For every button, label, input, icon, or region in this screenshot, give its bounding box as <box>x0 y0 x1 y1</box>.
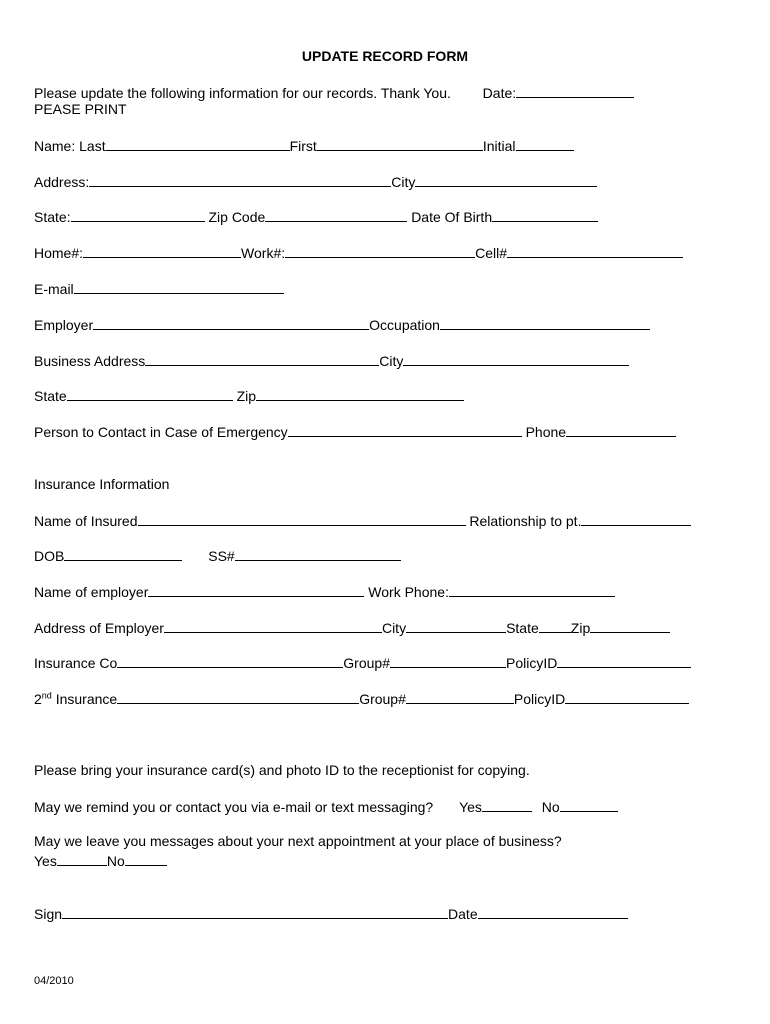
insured-dob-label: DOB <box>34 548 65 564</box>
emergency-phone-field[interactable] <box>566 423 676 437</box>
work-phone-label: Work#: <box>241 245 286 261</box>
address-label: Address: <box>34 174 90 190</box>
business-zip-label: Zip <box>236 388 257 404</box>
business-city-field[interactable] <box>403 352 629 366</box>
second-insurance-label: Insurance <box>55 691 118 707</box>
address-row <box>34 173 597 190</box>
employer-city-field[interactable] <box>406 619 506 633</box>
home-phone-label: Home#: <box>34 245 84 261</box>
first-name-field[interactable] <box>317 137 483 151</box>
second-insurance-field[interactable] <box>117 690 359 704</box>
business-city-label: City <box>379 353 404 369</box>
employer-row <box>34 316 650 333</box>
employer-state-field[interactable] <box>539 619 571 633</box>
address-field[interactable] <box>89 173 391 187</box>
employer-address-row <box>34 619 670 636</box>
ss-field[interactable] <box>235 547 401 561</box>
phones-row <box>34 244 683 261</box>
state-row <box>34 208 598 225</box>
emergency-contact-field[interactable] <box>288 423 522 437</box>
signature-field[interactable] <box>62 905 448 919</box>
remind-no-field[interactable] <box>560 798 618 812</box>
messages-answer-row <box>34 852 167 869</box>
occupation-field[interactable] <box>440 316 650 330</box>
business-state-row <box>34 387 464 404</box>
second-policy-field[interactable] <box>565 690 689 704</box>
city-label: City <box>391 174 416 190</box>
print-note: PEASE PRINT <box>34 101 127 117</box>
policy-label: PolicyID <box>505 655 558 671</box>
second-insurance-num: 2 <box>34 691 42 707</box>
employer-field[interactable] <box>93 316 369 330</box>
dob-ss-row <box>34 547 401 564</box>
employer-state-label: State <box>506 620 539 636</box>
state-label: State: <box>34 209 71 225</box>
intro-row <box>34 84 634 101</box>
second-insurance-row <box>34 690 689 707</box>
employer-zip-label: Zip <box>570 620 591 636</box>
policy-field[interactable] <box>557 654 691 668</box>
cell-phone-field[interactable] <box>507 244 683 258</box>
sign-date-label: Date <box>448 906 478 922</box>
emergency-phone-label: Phone <box>525 424 567 440</box>
group-label: Group# <box>343 655 390 671</box>
insurance-employer-field[interactable] <box>148 583 364 597</box>
relationship-field[interactable] <box>581 512 691 526</box>
work-phone-field[interactable] <box>285 244 475 258</box>
state-field[interactable] <box>71 208 205 222</box>
zip-code-label: Zip Code <box>208 209 266 225</box>
second-policy-label: PolicyID <box>513 691 566 707</box>
employer-zip-field[interactable] <box>590 619 670 633</box>
messages-no-field[interactable] <box>125 852 167 866</box>
city-field[interactable] <box>415 173 597 187</box>
second-group-label: Group# <box>359 691 406 707</box>
home-phone-field[interactable] <box>83 244 241 258</box>
last-name-field[interactable] <box>106 137 290 151</box>
messages-yes-field[interactable] <box>57 852 107 866</box>
email-row <box>34 280 284 297</box>
insurance-heading: Insurance Information <box>34 476 170 492</box>
insurance-work-phone-label: Work Phone: <box>368 584 449 600</box>
cell-phone-label: Cell# <box>475 245 508 261</box>
insurance-employer-row <box>34 583 615 600</box>
business-address-row <box>34 352 629 369</box>
business-state-field[interactable] <box>67 387 233 401</box>
employer-city-label: City <box>381 620 407 636</box>
insurance-work-phone-field[interactable] <box>449 583 615 597</box>
second-group-field[interactable] <box>406 690 514 704</box>
ss-label: SS# <box>208 548 235 564</box>
sign-date-field[interactable] <box>478 905 628 919</box>
remind-row <box>34 798 618 815</box>
initial-label: Initial <box>482 138 516 154</box>
second-insurance-sup: nd <box>41 690 52 701</box>
email-field[interactable] <box>74 280 284 294</box>
emergency-row <box>34 423 676 440</box>
initial-field[interactable] <box>516 137 574 151</box>
last-name-label: Name: Last <box>34 138 106 154</box>
relationship-label: Relationship to pt. <box>469 513 582 529</box>
emergency-contact-label: Person to Contact in Case of Emergency <box>34 424 288 440</box>
insured-name-label: Name of Insured <box>34 513 138 529</box>
remind-question: May we remind you or contact you via e-mail or text messaging? <box>34 799 434 815</box>
insured-dob-field[interactable] <box>64 547 182 561</box>
group-field[interactable] <box>390 654 506 668</box>
employer-address-field[interactable] <box>164 619 382 633</box>
employer-address-label: Address of Employer <box>34 620 164 636</box>
occupation-label: Occupation <box>369 317 440 333</box>
remind-yes-field[interactable] <box>482 798 532 812</box>
bring-card-note: Please bring your insurance card(s) and photo ID to the receptionist for copying. <box>34 762 530 778</box>
revision-date: 04/2010 <box>34 975 74 987</box>
insured-row <box>34 512 691 529</box>
remind-yes-label: Yes <box>459 799 482 815</box>
messages-yes-label: Yes <box>34 853 57 869</box>
remind-no-label: No <box>541 799 560 815</box>
insurance-co-row <box>34 654 691 671</box>
insured-name-field[interactable] <box>138 512 466 526</box>
sign-row <box>34 905 628 922</box>
zip-code-field[interactable] <box>265 208 407 222</box>
messages-no-label: No <box>106 853 125 869</box>
sign-label: Sign <box>34 906 63 922</box>
business-address-field[interactable] <box>145 352 379 366</box>
business-zip-field[interactable] <box>256 387 464 401</box>
insurance-co-label: Insurance Co <box>34 655 118 671</box>
insurance-employer-label: Name of employer <box>34 584 149 600</box>
dob-label: Date Of Birth <box>411 209 493 225</box>
business-address-label: Business Address <box>34 353 146 369</box>
name-row <box>34 137 574 154</box>
first-name-label: First <box>289 138 317 154</box>
date-label: Date: <box>482 85 517 101</box>
messages-question: May we leave you messages about your next appointment at your place of business? <box>34 833 562 849</box>
intro-text: Please update the following information for our records. Thank You. <box>34 85 451 101</box>
email-label: E-mail <box>34 281 74 297</box>
form-title: UPDATE RECORD FORM <box>301 48 469 64</box>
date-field[interactable] <box>516 84 634 98</box>
business-state-label: State <box>34 388 67 404</box>
employer-label: Employer <box>34 317 94 333</box>
insurance-co-field[interactable] <box>117 654 343 668</box>
dob-field[interactable] <box>492 208 598 222</box>
